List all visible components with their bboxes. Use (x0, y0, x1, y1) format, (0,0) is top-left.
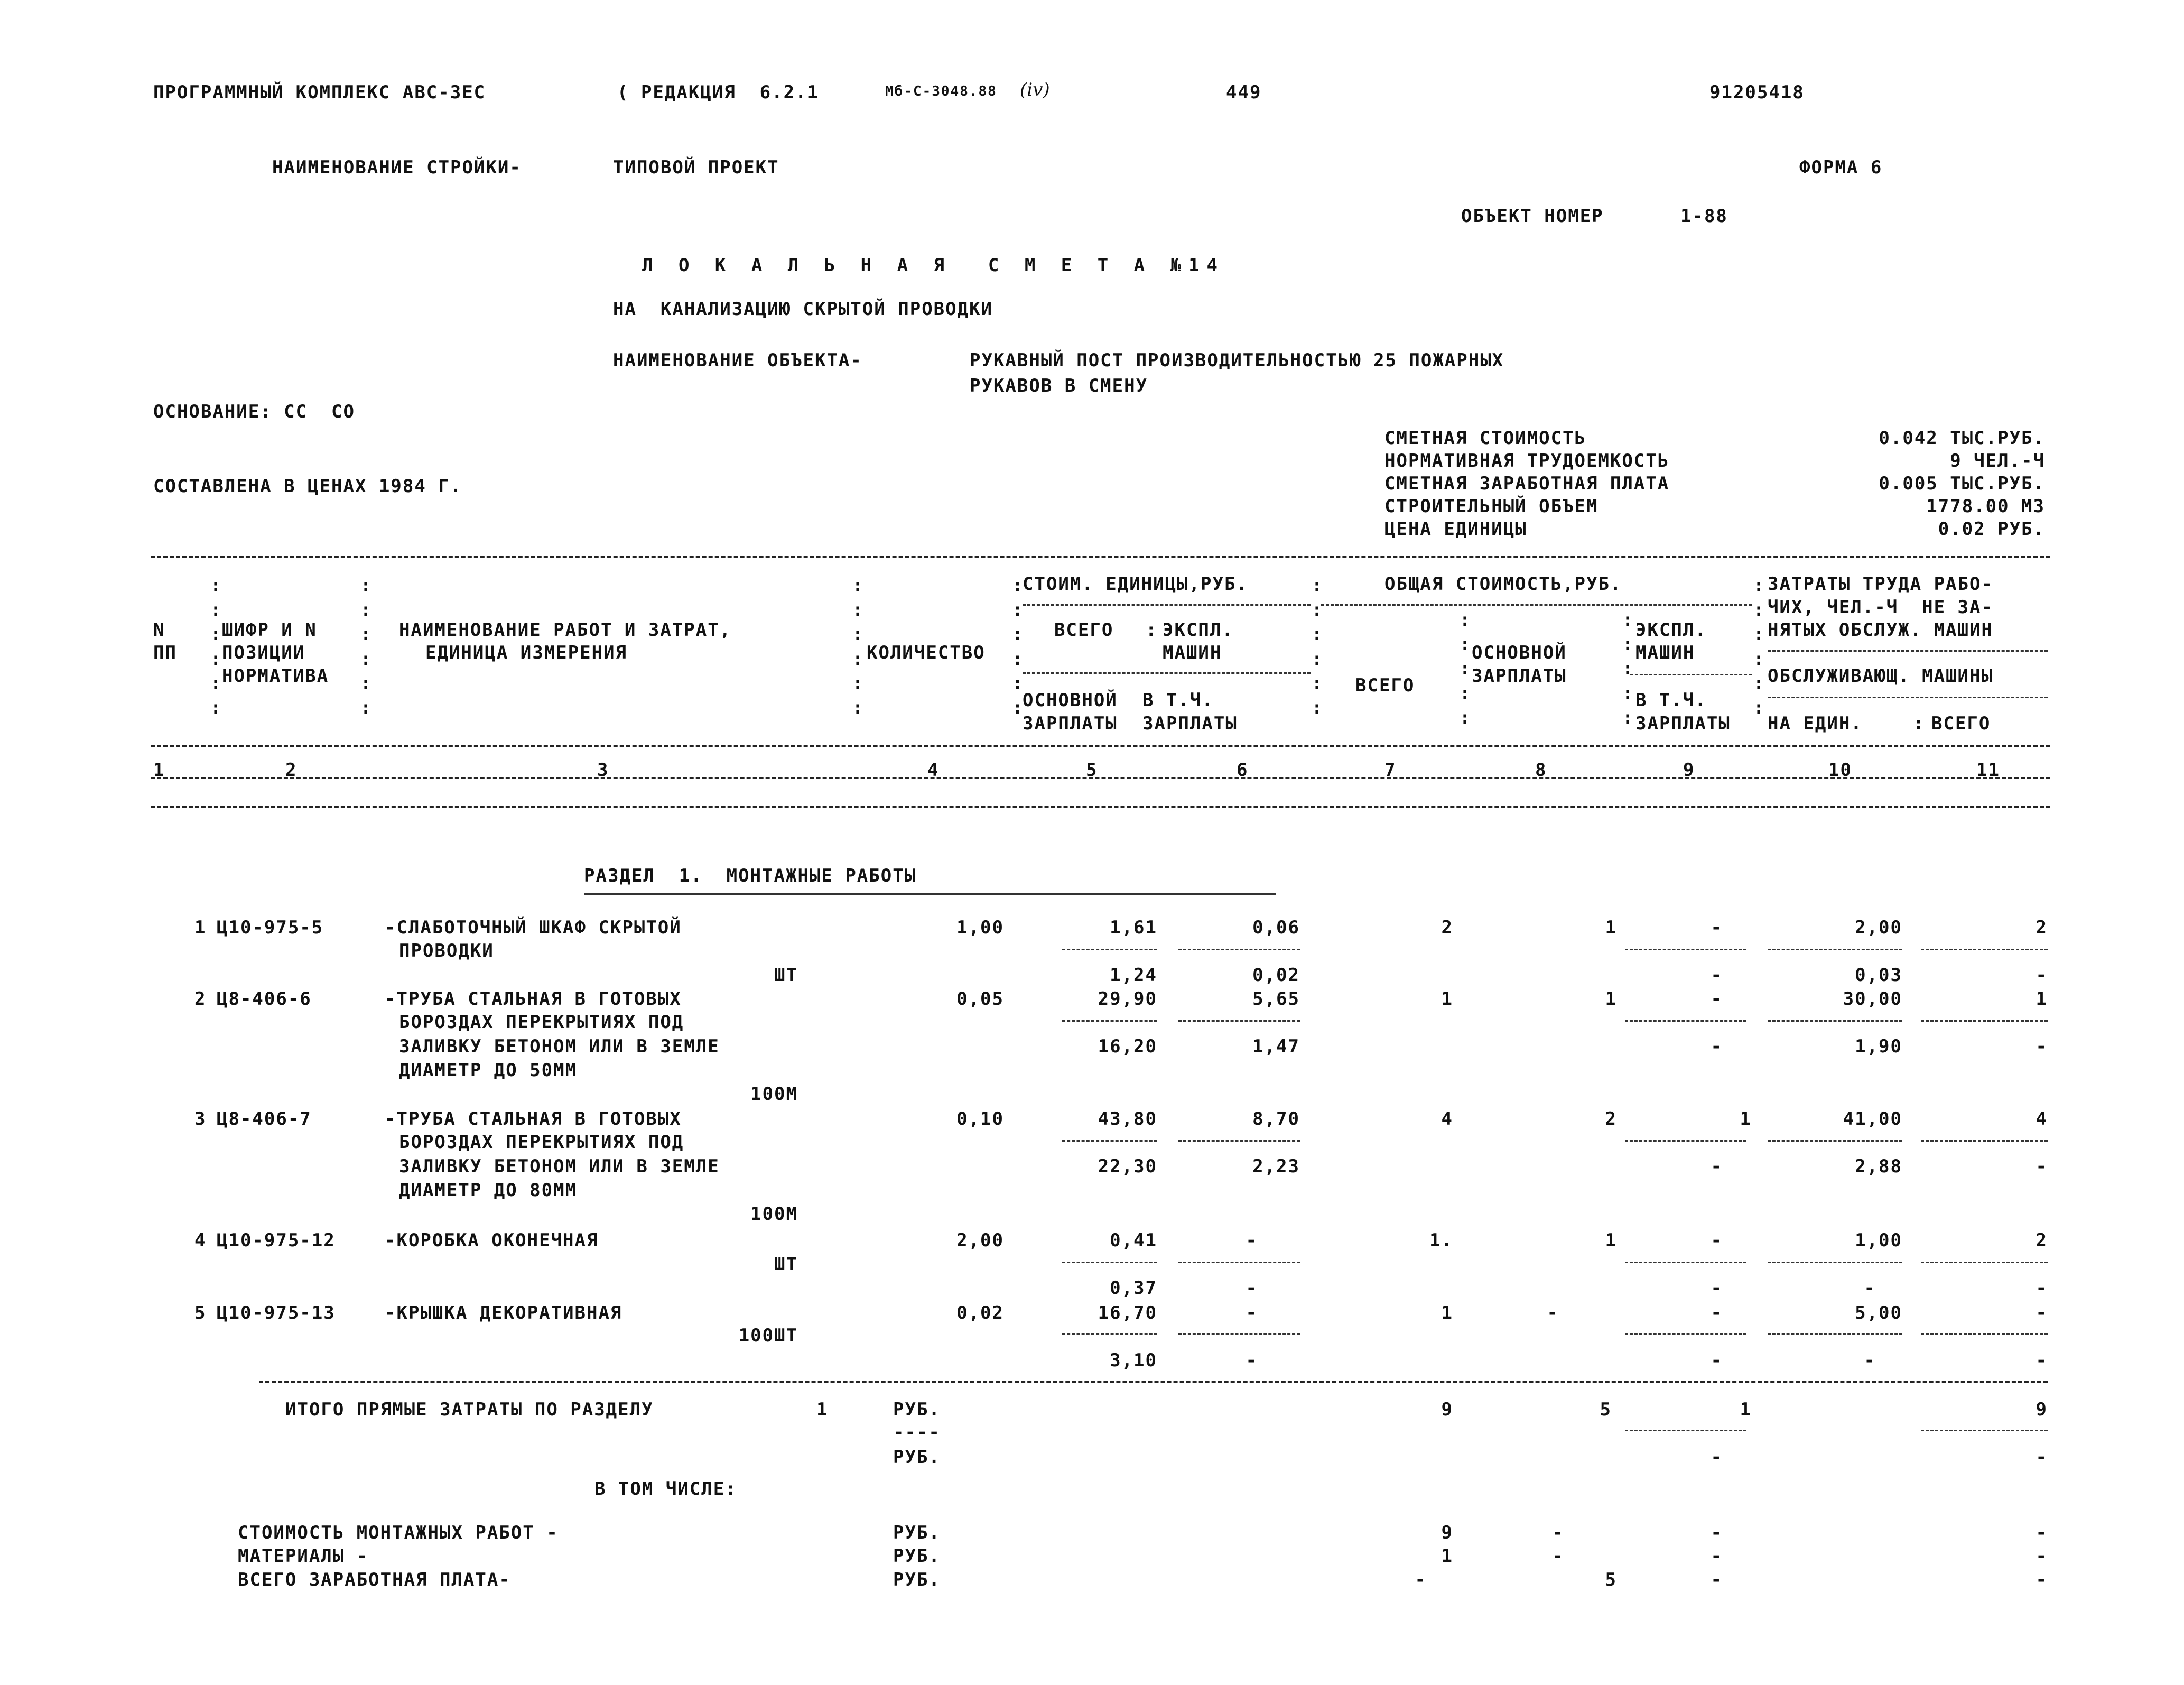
column-number: 1 (153, 760, 165, 781)
column-number: 9 (1683, 760, 1695, 781)
col-n: N (153, 619, 165, 641)
row-unit-incl: - (1246, 1350, 1258, 1371)
header-bottom-rule (151, 745, 2050, 747)
row-unit-machines: - (1246, 1302, 1258, 1323)
price-level: СОСТАВЛЕНА В ЦЕНАХ 1984 Г. (153, 476, 462, 497)
row-unit-incl: 2,23 (1252, 1156, 1300, 1177)
row-total-machines: 1 (1740, 1108, 1752, 1129)
row-labor-unit2: 2,88 (1855, 1156, 1902, 1177)
total-item-labor: - (2036, 1569, 2048, 1590)
column-number: 4 (927, 760, 940, 781)
row-qty: 2,00 (956, 1230, 1004, 1251)
row-unit-total: 16,70 (1098, 1302, 1157, 1323)
section-underline (584, 893, 1276, 896)
col-unit-base: ЗАРПЛАТЫ (1023, 713, 1118, 734)
row-name: -ТРУБА СТАЛЬНАЯ В ГОТОВЫХ (385, 988, 682, 1010)
summary-value: 0.02 РУБ. (1938, 519, 2045, 540)
col-total-base: ЗАРПЛАТЫ (1472, 665, 1567, 687)
col-code: ШИФР И N (222, 619, 317, 641)
row-labor-unit: 5,00 (1855, 1302, 1902, 1323)
total-item-machines: - (1711, 1569, 1723, 1590)
total-item-all: - (1415, 1569, 1427, 1590)
total-item-rub: РУБ. (893, 1522, 941, 1543)
row-unit: ШТ (774, 1254, 798, 1275)
row-unit-incl: 0,02 (1252, 965, 1300, 986)
column-separator: : : : : : : (1012, 575, 1024, 719)
group-labor: ЧИХ, ЧЕЛ.-Ч НЕ ЗА- (1768, 597, 1993, 618)
row-unit-total: 1,61 (1110, 917, 1157, 938)
edition: ( РЕДАКЦИЯ 6.2.1 (617, 82, 819, 103)
col-quantity: КОЛИЧЕСТВО (867, 642, 986, 663)
row-name: ЗАЛИВКУ БЕТОНОМ ИЛИ В ЗЕМЛЕ (399, 1036, 720, 1057)
group-unit-cost: СТОИМ. ЕДИНИЦЫ,РУБ. (1023, 573, 1248, 595)
edition-note: Мб-С-3048.88 (885, 84, 997, 99)
row-unit-machines: 8,70 (1252, 1108, 1300, 1129)
total-item-base: - (1552, 1522, 1564, 1543)
total-item-all: 9 (1441, 1522, 1453, 1543)
direct-costs-rub2: РУБ. (893, 1447, 941, 1468)
group-labor: ЗАТРАТЫ ТРУДА РАБО- (1768, 573, 1993, 595)
row-unit-base: 22,30 (1098, 1156, 1157, 1177)
row-unit-machines: 0,06 (1252, 917, 1300, 938)
row-labor-unit: 41,00 (1843, 1108, 1902, 1129)
total-item-label: ВСЕГО ЗАРАБОТНАЯ ПЛАТА- (238, 1569, 511, 1590)
summary-value: 0.005 ТЫС.РУБ. (1879, 473, 2045, 494)
col-labor-unit: НА ЕДИН. (1768, 713, 1863, 734)
row-labor-unit2: - (1864, 1277, 1876, 1299)
row-total-all: 1. (1429, 1230, 1453, 1251)
summary-label: СМЕТНАЯ СТОИМОСТЬ (1384, 428, 1586, 449)
row-name: -ТРУБА СТАЛЬНАЯ В ГОТОВЫХ (385, 1108, 682, 1129)
row-unit: 100М (750, 1203, 798, 1225)
direct-costs-rub: РУБ. (893, 1399, 941, 1420)
build-name-value: ТИПОВОЙ ПРОЕКТ (613, 157, 779, 178)
document-code: 91205418 (1709, 82, 1805, 103)
row-labor-total2: - (2036, 1156, 2048, 1177)
row-number: 2 (194, 988, 207, 1010)
column-number: 7 (1384, 760, 1397, 781)
column-number: 11 (1976, 760, 2000, 781)
row-name: БОРОЗДАХ ПЕРЕКРЫТИЯХ ПОД (399, 1012, 684, 1033)
row-labor-total2: - (2036, 1350, 2048, 1371)
col-code: НОРМАТИВА (222, 665, 329, 687)
col-total-incl: В Т.Ч. (1635, 690, 1707, 711)
row-total-incl: - (1711, 1036, 1723, 1057)
group-total-cost: ОБЩАЯ СТОИМОСТЬ,РУБ. (1384, 573, 1622, 595)
row-total-base: 1 (1605, 917, 1617, 938)
total-item-labor: - (2036, 1522, 2048, 1543)
row-total-machines: - (1711, 1302, 1723, 1323)
col-total-incl: ЗАРПЛАТЫ (1635, 713, 1731, 734)
total-item-all: 1 (1441, 1545, 1453, 1567)
direct-total-machines: 1 (1740, 1399, 1752, 1420)
row-name: ДИАМЕТР ДО 80ММ (399, 1180, 578, 1201)
col-total-machines: МАШИН (1635, 642, 1695, 663)
row-unit-base: 0,37 (1110, 1277, 1157, 1299)
summary-label: СТРОИТЕЛЬНЫЙ ОБЪЕМ (1384, 496, 1598, 517)
row-qty: 0,10 (956, 1108, 1004, 1129)
col-pp: ПП (153, 642, 177, 663)
direct-total-labor2: - (2036, 1447, 2048, 1468)
totals-rule (259, 1381, 2048, 1383)
row-total-incl: - (1711, 1156, 1723, 1177)
col-unit-incl: ЗАРПЛАТЫ (1142, 713, 1238, 734)
column-separator: : : : : : : (360, 575, 373, 719)
col-labor-all-sep: : (1913, 713, 1925, 734)
column-separator: : : : : : : (210, 575, 222, 719)
column-number: 10 (1828, 760, 1852, 781)
direct-total-base: 5 (1600, 1399, 1612, 1420)
column-number: 5 (1086, 760, 1098, 781)
total-item-label: МАТЕРИАЛЫ - (238, 1545, 369, 1567)
summary-value: 0.042 ТЫС.РУБ. (1879, 428, 2045, 449)
row-qty: 0,05 (956, 988, 1004, 1010)
row-code: Ц10-975-5 (217, 917, 324, 938)
row-total-machines: - (1711, 917, 1723, 938)
col-total-base: ОСНОВНОЙ (1472, 642, 1567, 663)
row-unit-machines: - (1246, 1230, 1258, 1251)
row-name: -КОРОБКА ОКОНЕЧНАЯ (385, 1230, 599, 1251)
row-labor-total: - (2036, 1302, 2048, 1323)
col-total-machines: ЭКСПЛ. (1635, 619, 1707, 641)
row-code: Ц10-975-13 (217, 1302, 336, 1323)
column-separator: : : : : : : (852, 575, 865, 719)
header-numbers-rule (151, 777, 2050, 779)
group-labor: НЯТЫХ ОБСЛУЖ. МАШИН (1768, 619, 1993, 641)
build-name-label: НАИМЕНОВАНИЕ СТРОЙКИ- (272, 157, 522, 178)
row-unit: ШТ (774, 965, 798, 986)
column-separator: : : : : : : (1312, 575, 1324, 719)
row-labor-total: 2 (2036, 1230, 2048, 1251)
total-item-base: 5 (1605, 1569, 1617, 1590)
row-labor-unit2: 1,90 (1855, 1036, 1902, 1057)
row-labor-total: 1 (2036, 988, 2048, 1010)
row-labor-unit: 2,00 (1855, 917, 1902, 938)
row-total-incl: - (1711, 965, 1723, 986)
row-labor-unit2: 0,03 (1855, 965, 1902, 986)
object-name-line1: РУКАВНЫЙ ПОСТ ПРОИЗВОДИТЕЛЬНОСТЬЮ 25 ПОЖАРНЫХ (970, 350, 1504, 371)
col-unit-machines: МАШИН (1163, 642, 1222, 663)
form-label: ФОРМА 6 (1799, 157, 1883, 178)
row-unit-base: 1,24 (1110, 965, 1157, 986)
summary-label: НОРМАТИВНАЯ ТРУДОЕМКОСТЬ (1384, 450, 1670, 471)
row-total-all: 2 (1441, 917, 1453, 938)
col-code: ПОЗИЦИИ (222, 642, 305, 663)
row-total-base: 1 (1605, 1230, 1617, 1251)
col-unit-machines: : (1146, 619, 1158, 641)
object-name-line2: РУКАВОВ В СМЕНУ (970, 375, 1148, 396)
row-code: Ц8-406-6 (217, 988, 312, 1010)
row-total-base: 1 (1605, 988, 1617, 1010)
column-number: 8 (1535, 760, 1547, 781)
col-name: ЕДИНИЦА ИЗМЕРЕНИЯ (425, 642, 627, 663)
col-labor-all: ВСЕГО (1931, 713, 1991, 734)
direct-total-labor: 9 (2036, 1399, 2048, 1420)
row-name: -КРЫШКА ДЕКОРАТИВНАЯ (385, 1302, 622, 1323)
row-code: Ц10-975-12 (217, 1230, 336, 1251)
summary-value: 9 ЧЕЛ.-Ч (1950, 450, 2045, 471)
row-number: 1 (194, 917, 207, 938)
group-labor: ОБСЛУЖИВАЮЩ. МАШИНЫ (1768, 665, 1993, 687)
object-number-label: ОБЪЕКТ НОМЕР (1461, 206, 1604, 227)
row-total-base: 2 (1605, 1108, 1617, 1129)
table-body-rule (151, 806, 2050, 808)
row-total-machines: - (1711, 988, 1723, 1010)
section-title: РАЗДЕЛ 1. МОНТАЖНЫЕ РАБОТЫ (584, 865, 917, 886)
col-unit-total: ВСЕГО (1054, 619, 1114, 641)
row-name: ЗАЛИВКУ БЕТОНОМ ИЛИ В ЗЕМЛЕ (399, 1156, 720, 1177)
row-unit-incl: 1,47 (1252, 1036, 1300, 1057)
row-labor-unit: 30,00 (1843, 988, 1902, 1010)
row-code: Ц8-406-7 (217, 1108, 312, 1129)
row-number: 5 (194, 1302, 207, 1323)
col-unit-base: ОСНОВНОЙ (1023, 690, 1118, 711)
row-labor-total: 4 (2036, 1108, 2048, 1129)
row-total-all: 1 (1441, 1302, 1453, 1323)
including-label: В ТОМ ЧИСЛЕ: (594, 1478, 737, 1499)
row-total-all: 4 (1441, 1108, 1453, 1129)
col-unit-incl: В Т.Ч. (1142, 690, 1214, 711)
row-total-incl: - (1711, 1350, 1723, 1371)
direct-costs-section: 1 (816, 1399, 829, 1420)
row-labor-total2: - (2036, 1277, 2048, 1299)
total-item-machines: - (1711, 1545, 1723, 1567)
document-title: Л О К А Л Ь Н А Я С М Е Т А №14 (642, 255, 1225, 276)
direct-costs-label: ИТОГО ПРЯМЫЕ ЗАТРАТЫ ПО РАЗДЕЛУ (285, 1399, 654, 1420)
col-unit-machines: ЭКСПЛ. (1163, 619, 1234, 641)
column-number: 6 (1237, 760, 1249, 781)
row-unit-total: 0,41 (1110, 1230, 1157, 1251)
row-labor-unit2: - (1864, 1350, 1876, 1371)
total-item-label: СТОИМОСТЬ МОНТАЖНЫХ РАБОТ - (238, 1522, 559, 1543)
row-qty: 0,02 (956, 1302, 1004, 1323)
col-name: НАИМЕНОВАНИЕ РАБОТ И ЗАТРАТ, (399, 619, 732, 641)
total-item-rub: РУБ. (893, 1545, 941, 1567)
row-number: 3 (194, 1108, 207, 1129)
row-number: 4 (194, 1230, 207, 1251)
row-name: ПРОВОДКИ (399, 940, 494, 961)
summary-value: 1778.00 М3 (1926, 496, 2045, 517)
header-top-rule (151, 556, 2050, 558)
summary-label: ЦЕНА ЕДИНИЦЫ (1384, 519, 1527, 540)
direct-costs-dash: ---- (893, 1422, 941, 1443)
program-name: ПРОГРАММНЫЙ КОМПЛЕКС АВС-3ЕС (153, 82, 486, 103)
handwritten-mark: (iv) (1020, 79, 1050, 100)
total-item-labor: - (2036, 1545, 2048, 1567)
row-unit-total: 43,80 (1098, 1108, 1157, 1129)
column-number: 2 (285, 760, 298, 781)
row-labor-total2: - (2036, 965, 2048, 986)
direct-total-incl: - (1711, 1447, 1723, 1468)
column-separator: : : : : : : (1753, 575, 1765, 719)
row-unit-base: 16,20 (1098, 1036, 1157, 1057)
row-unit-base: 3,10 (1110, 1350, 1157, 1371)
row-total-base: - (1547, 1302, 1559, 1323)
row-labor-unit: 1,00 (1855, 1230, 1902, 1251)
basis: ОСНОВАНИЕ: СС СО (153, 401, 355, 422)
row-labor-total2: - (2036, 1036, 2048, 1057)
row-unit: 100М (750, 1084, 798, 1105)
object-name-label: НАИМЕНОВАНИЕ ОБЪЕКТА- (613, 350, 862, 371)
column-separator: : : : : : (1460, 609, 1472, 728)
total-item-machines: - (1711, 1522, 1723, 1543)
column-number: 3 (597, 760, 609, 781)
estimate-subject: НА КАНАЛИЗАЦИЮ СКРЫТОЙ ПРОВОДКИ (613, 299, 993, 320)
row-unit-incl: - (1246, 1277, 1258, 1299)
row-name: -СЛАБОТОЧНЫЙ ШКАФ СКРЫТОЙ (385, 917, 682, 938)
row-unit: 100ШТ (738, 1325, 798, 1346)
page-number: 449 (1226, 82, 1262, 103)
row-labor-total: 2 (2036, 917, 2048, 938)
total-item-base: - (1552, 1545, 1564, 1567)
row-total-machines: - (1711, 1230, 1723, 1251)
row-total-incl: - (1711, 1277, 1723, 1299)
row-total-all: 1 (1441, 988, 1453, 1010)
row-name: ДИАМЕТР ДО 50ММ (399, 1060, 578, 1081)
object-number-value: 1-88 (1680, 206, 1728, 227)
direct-total-all: 9 (1441, 1399, 1453, 1420)
row-unit-total: 29,90 (1098, 988, 1157, 1010)
row-name: БОРОЗДАХ ПЕРЕКРЫТИЯХ ПОД (399, 1132, 684, 1153)
total-item-rub: РУБ. (893, 1569, 941, 1590)
col-total-all: ВСЕГО (1355, 675, 1415, 696)
row-unit-machines: 5,65 (1252, 988, 1300, 1010)
row-qty: 1,00 (956, 917, 1004, 938)
summary-label: СМЕТНАЯ ЗАРАБОТНАЯ ПЛАТА (1384, 473, 1670, 494)
column-separator: : : : : : (1622, 609, 1634, 728)
